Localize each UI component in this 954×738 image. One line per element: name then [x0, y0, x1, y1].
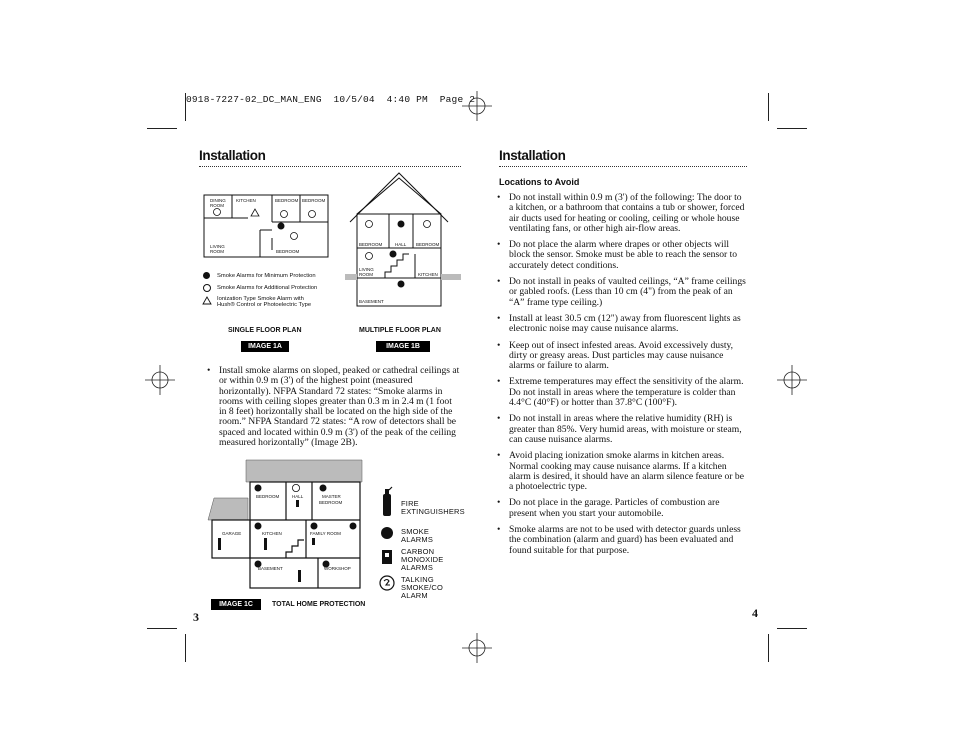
multiple-floor-caption: MULTIPLE FLOOR PLAN [359, 327, 441, 334]
legend-fire-line1: FIRE [401, 499, 419, 508]
print-slug: 0918-7227-02_DC_MAN_ENG 10/5/04 4:40 PM Page 2 [186, 94, 476, 105]
smoke-alarm-icon [381, 527, 393, 539]
legend-ion-line1: Ionization Type Smoke Alarm with [217, 296, 304, 302]
total-home-diagram [206, 458, 366, 592]
avoid-bullet-list [497, 193, 747, 562]
avoid-bullet-item: • Do not place the alarm where drapes or other objects will block the sensor. Smoke must be able to reach the sensor to accurately detect conditions. [497, 240, 747, 271]
room-label-mf-bedroom-1: BEDROOM [359, 242, 383, 247]
image-1b-tag: IMAGE 1B [376, 341, 430, 352]
room-label-th-hall: HALL [292, 494, 304, 499]
legend-additional: Smoke Alarms for Additional Protection [217, 285, 318, 291]
left-page-heading: Installation [199, 148, 266, 163]
room-label-mf-bedroom-2: BEDROOM [416, 242, 440, 247]
room-label-living-room: ROOM [210, 249, 224, 254]
room-label-bedroom-3: BEDROOM [276, 249, 300, 254]
open-circle-icon [203, 284, 211, 292]
image-1a-tag: IMAGE 1A [241, 341, 289, 352]
room-label-mf-room: ROOM [359, 272, 373, 277]
room-label-bedroom-2: BEDROOM [302, 198, 326, 203]
legend-co-line3: ALARMS [401, 563, 434, 572]
avoid-bullet-item: • Install at least 30.5 cm (12") away from fluorescent lights as electronic noise may cause nuisance alarms. [497, 314, 747, 335]
avoid-bullet-item: • Do not install in areas where the relative humidity (RH) is greater than 85%. Very humid areas, with moisture or steam, can cause nuisance alarms. [497, 414, 747, 445]
avoid-bullet-item: • Keep out of insect infested areas. Avoid excessively dusty, dirty or greasy areas. Dust particles may cause nuisance alarms or failure to alarm. [497, 341, 747, 372]
right-page-heading: Installation [499, 148, 566, 163]
legend-co-line1: CARBON [401, 547, 435, 556]
total-home-caption: TOTAL HOME PROTECTION [272, 601, 366, 608]
triangle-icon [202, 296, 212, 305]
room-label-bedroom-1: BEDROOM [275, 198, 299, 203]
legend-smoke-line2: ALARMS [401, 535, 434, 544]
plan-legend [202, 272, 342, 310]
legend-co-line2: MONOXIDE [401, 555, 444, 564]
co-alarm-icon [382, 550, 392, 564]
room-label-th-garage: GARAGE [222, 531, 242, 536]
single-floor-caption: SINGLE FLOOR PLAN [228, 327, 302, 334]
room-label-kitchen: KITCHEN [236, 198, 256, 203]
legend-talk-line3: ALARM [401, 591, 428, 600]
room-label-dining: DINING [210, 198, 226, 203]
avoid-bullet-item: • Do not install in peaks of vaulted ceilings, “A” frame ceilings or gabled roofs. (Less than 10 cm (4") from the peak of an “A” frame type ceiling.) [497, 277, 747, 308]
legend-min: Smoke Alarms for Minimum Protection [217, 273, 316, 279]
room-label-mf-basement: BASEMENT [359, 299, 384, 304]
right-heading-rule [499, 166, 747, 167]
avoid-bullet-item: • Do not place in the garage. Particles of combustion are present when you start your automobile. [497, 498, 747, 519]
room-label-mf-kitchen: KITCHEN [418, 272, 438, 277]
left-page-number: 3 [193, 610, 199, 624]
room-label-dining-room: ROOM [210, 203, 224, 208]
single-floor-plan-diagram [200, 190, 332, 260]
room-label-th-workshop: WORKSHOP [324, 566, 351, 571]
legend-fire-line2: EXTINGUISHERS [401, 507, 465, 516]
multiple-floor-plan-diagram [345, 170, 463, 312]
avoid-bullet-item: • Avoid placing ionization smoke alarms in kitchen areas. Normal cooking may cause nuisance alarms. If a kitchen alarm is desired, it should have an alarm silence feature or be a photoelectric type. [497, 451, 747, 492]
fire-extinguisher-icon [381, 486, 393, 516]
avoid-bullet-item: • Smoke alarms are not to be used with detector guards unless the combination (alarm and guard) has been evaluated and found suitable for that purpose. [497, 525, 747, 556]
room-label-th-kitchen: KITCHEN [262, 531, 282, 536]
avoid-bullet-item: • Extreme temperatures may effect the sensitivity of the alarm. Do not install in areas where the temperature is colder than 4.4°C (40°F) or hotter than 37.8°C (100°F). [497, 377, 747, 408]
room-label-th-family-room: FAMILY ROOM [310, 531, 341, 536]
room-label-th-master: MASTER [322, 494, 341, 499]
left-heading-rule [199, 166, 461, 167]
room-label-th-master-bedroom: BEDROOM [319, 500, 343, 505]
legend-smoke-line1: SMOKE [401, 527, 430, 536]
room-label-living: LIVING [210, 244, 225, 249]
legend-talk-line1: TALKING [401, 575, 434, 584]
left-bullet-list [207, 366, 461, 454]
legend-talk-line2: SMOKE/CO [401, 583, 444, 592]
room-label-mf-living: LIVING [359, 267, 374, 272]
room-label-th-bedroom: BEDROOM [256, 494, 280, 499]
left-bullet-item: • Install smoke alarms on sloped, peaked or cathedral ceilings at or within 0.9 m (3') of the highest point (measured horizontally). NFPA Standard 72 states: “Smoke alarms in rooms with ceiling slopes greater than 0.3 m in 2.4 m (1 foot in 8 feet) horizontally shall be located on the high side of the room.” NFPA Standard 72 states: “A row of detectors shall be spaced and located within 0.9 m (3') of the peak of the ceiling measured horizontally” (Image 2B). [207, 366, 461, 448]
right-page-number: 4 [752, 606, 758, 620]
avoid-bullet-item: • Do not install within 0.9 m (3') of the following: The door to a kitchen, or a bathroom that contains a tub or shower, forced air ducts used for heating or cooling, ceiling or whole house ventilating fans, or other high air-flow areas. [497, 193, 747, 234]
room-label-mf-hall: HALL [395, 242, 407, 247]
legend-ion-line2: Hush® Control or Photoelectric Type [217, 302, 312, 308]
talking-alarm-icon [379, 575, 395, 591]
house-legend [378, 486, 468, 600]
locations-to-avoid-heading: Locations to Avoid [499, 177, 580, 187]
image-1c-tag: IMAGE 1C [211, 599, 261, 610]
filled-circle-icon [203, 272, 210, 279]
room-label-th-basement: BASEMENT [258, 566, 283, 571]
